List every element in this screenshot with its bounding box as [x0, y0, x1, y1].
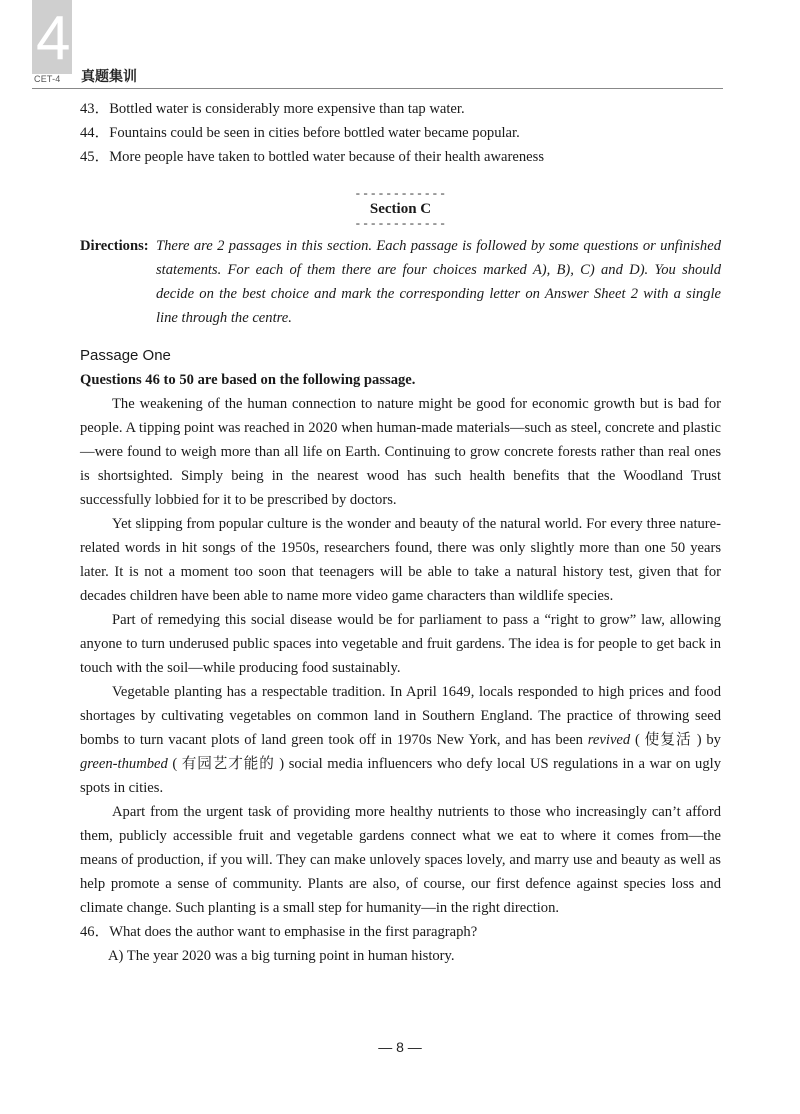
- exam-label: CET-4: [34, 74, 61, 84]
- answer-option-a: A) The year 2020 was a big turning point in human history.: [108, 948, 455, 964]
- section-dashes-bottom: ------------: [354, 217, 447, 231]
- question-text: Fountains could be seen in cities before bottled water became popular.: [109, 125, 520, 141]
- directions-text: There are 2 passages in this section. Each passage is followed by some questions or unfinished statements. For each of them there are four choices marked A), B), C) and D). You should decide on the best choice and mark the corresponding letter on Answer Sheet 2 with a single line through the centre.: [156, 238, 721, 326]
- running-title: 真题集训: [81, 69, 137, 85]
- question-list-top: [80, 97, 721, 169]
- question-number: 45．: [80, 149, 110, 165]
- question-43: [80, 97, 721, 121]
- question-45: [80, 145, 721, 169]
- passage-heading: Questions 46 to 50 are based on the following passage.: [80, 372, 416, 388]
- vocab-gloss: ( 使复活 ) by: [630, 732, 721, 748]
- header-divider: [32, 88, 723, 89]
- question-number: 46．: [80, 924, 110, 940]
- chapter-number: 4: [36, 4, 71, 73]
- question-46: [80, 920, 721, 944]
- passage-paragraph: Apart from the urgent task of providing more healthy nutrients to those who increasingly can’t afford them, publicly accessible fruit and vegetable gardens connect what we eat to where it comes from—the means of production, if you will. They can make unlovely spaces lovely, and marry use and beauty as well as help promote a sense of community. Plants are also, of course, our first defence against species loss and climate change. Such planting is a small step for humanity—in the right direction.: [80, 804, 721, 916]
- question-text: What does the author want to emphasise in the first paragraph?: [109, 924, 478, 940]
- question-text: More people have taken to bottled water because of their health awareness: [109, 149, 544, 165]
- passage-paragraph: The weakening of the human connection to nature might be good for economic growth but is bad for people. A tipping point was reached in 2020 when human-made materials—such as steel, concrete and plastic—were found to weigh more than all life on Earth. Continuing to grow concrete forests rather than real ones is shortsighted. Simply being in the nearest wood has such health benefits that the Woodland Trust successfully lobbied for it to be prescribed by doctors.: [80, 396, 721, 508]
- section-title: Section C: [369, 201, 432, 217]
- passage-paragraph: Vegetable planting has a respectable tradition. In April 1649, locals responded to high prices and food shortages by cultivating vegetables on common land in Southern England. The practice of throwing seed bombs to turn vacant plots of land green took off in 1970s New York, and has been revived ( 使复活 ) by green-thumbed ( 有园艺才能的 ) social media influencers who defy local US regulations in a war on ugly spots in cities.: [80, 684, 721, 796]
- vocab-gloss: ( 有园艺才能的 ) social media influencers who defy local US regulations in a war on ugly spots in cities.: [80, 756, 721, 796]
- question-text: Bottled water is considerably more expensive than tap water.: [109, 101, 465, 117]
- question-44: [80, 121, 721, 145]
- passage-paragraph: Part of remedying this social disease would be for parliament to pass a “right to grow” law, allowing anyone to turn underused public spaces into vegetable and fruit gardens. The idea is for people to get back in touch with the soil—while producing food sustainably.: [80, 612, 721, 676]
- directions-label: Directions:: [80, 238, 149, 254]
- page-number: — 8 —: [378, 1039, 422, 1055]
- section-heading: [80, 187, 721, 231]
- page-content: [80, 97, 721, 968]
- passage-label: Passage One: [80, 347, 171, 364]
- vocab-term: green-thumbed: [80, 756, 168, 772]
- directions-block: [80, 234, 721, 330]
- question-number: 44．: [80, 125, 110, 141]
- vocab-term: revived: [587, 732, 631, 748]
- passage-paragraph: Yet slipping from popular culture is the wonder and beauty of the natural world. For every three nature-related words in hit songs of the 1950s, researchers found, there was only slightly more than one 50 years later. It is not a moment too soon that teenagers will be able to take a natural history test, given that for decades children have been able to name more video game characters than wildlife species.: [80, 516, 721, 604]
- question-number: 43．: [80, 101, 110, 117]
- section-dashes-top: ------------: [354, 187, 447, 201]
